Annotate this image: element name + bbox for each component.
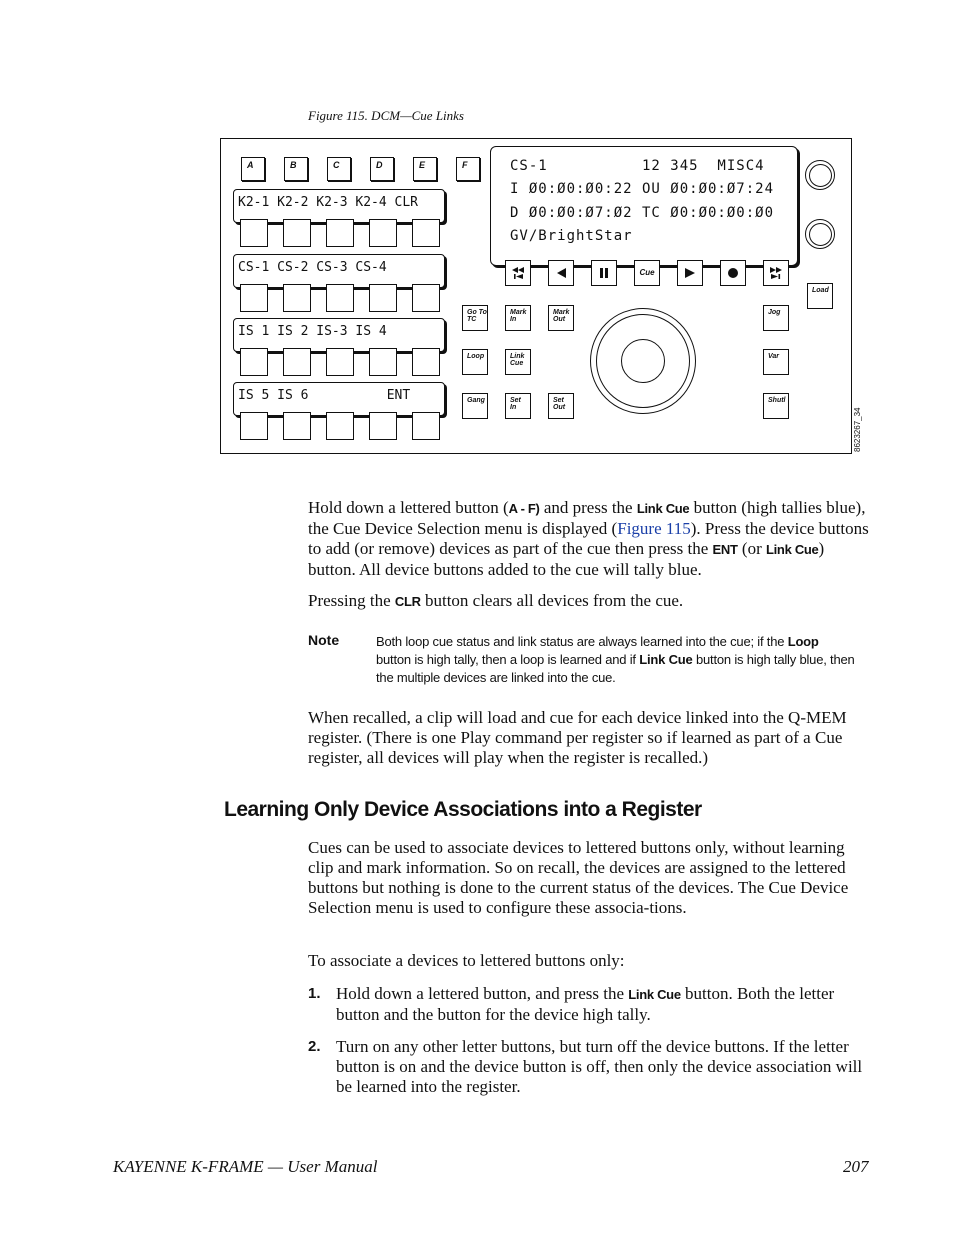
button-name: ENT (712, 542, 738, 557)
paragraph-recall: When recalled, a clip will load and cue for each device linked into the Q-MEM register. (There is one Play command per register so if learned as part of a Cue register, all devices will play when the register is recalled.) (308, 708, 847, 767)
set-in-button: Set In (505, 393, 531, 419)
figure-link[interactable]: Figure 115 (617, 519, 691, 538)
device-button (412, 412, 440, 440)
note-text (376, 633, 856, 687)
link-cue-button: Link Cue (505, 349, 531, 375)
rotary-knob-icon (805, 160, 835, 190)
rotary-knob-icon (805, 219, 835, 249)
figure-id-label: 8623267_34 (853, 407, 862, 452)
fast-forward-to-end-icon (763, 260, 789, 286)
text: and press the (539, 498, 637, 517)
button-name: Link Cue (765, 542, 819, 557)
button-name: Link Cue (636, 501, 690, 516)
button-name: Link Cue (628, 987, 681, 1002)
text: button is high tally blue, then the multiple devices are linked into the cue. (376, 652, 855, 685)
figure-caption: Figure 115. DCM—Cue Links (308, 108, 464, 123)
step-text: Turn on any other letter buttons, but turn off the device buttons. If the letter button is on and the device button is off, then only the device association will be learned into the register. (336, 1037, 863, 1096)
device-button (369, 284, 397, 312)
rewind-to-start-icon (505, 260, 531, 286)
text: Pressing the (308, 591, 395, 610)
shuttle-button: Shutl (763, 393, 789, 419)
device-button (369, 412, 397, 440)
device-button (412, 284, 440, 312)
jog-wheel-center (621, 339, 665, 383)
device-button (283, 412, 311, 440)
letter-button-c: C (327, 157, 351, 181)
mark-in-button: Mark In (505, 305, 531, 331)
letter-button-a: A (241, 157, 265, 181)
cue-button: Cue (634, 260, 660, 286)
device-button (240, 412, 268, 440)
text: Both loop cue status and link status are always learned into the cue; if the (376, 634, 788, 649)
device-button (412, 219, 440, 247)
row-label-cs: CS-1 CS-2 CS-3 CS-4 (233, 254, 445, 288)
gang-button: Gang (462, 393, 488, 419)
lcd-line-2: I Ø0:Ø0:Ø0:22 OU Ø0:Ø0:Ø7:24 (510, 181, 775, 197)
set-out-button: Set Out (548, 393, 574, 419)
step-text (336, 984, 876, 1025)
device-button (369, 348, 397, 376)
text: button. Both the letter button and the button for the device high tally. (336, 984, 835, 1024)
button-name: A - F) (508, 501, 540, 516)
text: (or (737, 539, 766, 558)
paragraph-intro-steps: To associate a devices to lettered buttons only: (308, 951, 625, 970)
pause-icon (591, 260, 617, 286)
device-button (283, 284, 311, 312)
loop-button: Loop (462, 349, 488, 375)
letter-button-e: E (413, 157, 437, 181)
mark-out-button: Mark Out (548, 305, 574, 331)
step-number: 1. (308, 985, 321, 1002)
lcd-display (490, 146, 798, 266)
device-button (326, 348, 354, 376)
lcd-line-4: GV/BrightStar (510, 228, 633, 244)
text: button clears all devices from the cue. (420, 591, 684, 610)
paragraph-associations: Cues can be used to associate devices to lettered buttons only, without learning clip and mark information. So on recall, the devices are assigned to the lettered buttons but nothing is done to the current status of the devices. The Cue Device Selection menu is used to configure these associa-tions. (308, 838, 849, 917)
letter-button-f: F (456, 157, 480, 181)
device-button (283, 348, 311, 376)
button-name: CLR (394, 594, 421, 609)
device-button (283, 219, 311, 247)
device-button (240, 219, 268, 247)
text: Hold down a lettered button, and press the (336, 984, 629, 1003)
record-icon (720, 260, 746, 286)
note-label: Note (308, 632, 340, 648)
section-heading: Learning Only Device Associations into a Register (224, 798, 702, 821)
lcd-line-3: D Ø0:Ø0:Ø7:Ø2 TC Ø0:Ø0:Ø0:Ø0 (510, 205, 775, 221)
lcd-line-1: CS-1 12 345 MISC4 (510, 158, 765, 174)
button-name: Link Cue (639, 652, 693, 667)
row-label-k2: K2-1 K2-2 K2-3 K2-4 CLR (233, 189, 445, 223)
device-button (412, 348, 440, 376)
reverse-play-icon (548, 260, 574, 286)
goto-tc-button: Go To TC (462, 305, 488, 331)
var-button: Var (763, 349, 789, 375)
text: button is high tally, then a loop is learned and if (376, 652, 640, 667)
letter-button-b: B (284, 157, 308, 181)
text: Hold down a lettered button ( (308, 498, 509, 517)
jog-button: Jog (763, 305, 789, 331)
row-label-is-1-4: IS 1 IS 2 IS-3 IS 4 (233, 318, 445, 352)
paragraph-link-cue (308, 498, 874, 580)
device-button (326, 219, 354, 247)
play-icon (677, 260, 703, 286)
device-button (369, 219, 397, 247)
page-number: 207 (843, 1157, 869, 1176)
load-button: Load (807, 283, 833, 309)
text: button (high tallies blue), the Cue Device Selection menu is displayed ( (308, 498, 866, 538)
step-number: 2. (308, 1038, 321, 1055)
button-name: Loop (787, 634, 819, 649)
letter-button-d: D (370, 157, 394, 181)
text: ) button. All device buttons added to the cue will tally blue. (308, 539, 825, 579)
text: ). Press the device buttons to add (or remove) devices as part of the cue then press the (308, 519, 869, 558)
paragraph-clr (308, 591, 874, 612)
device-button (326, 284, 354, 312)
footer-title: KAYENNE K-FRAME — User Manual (113, 1157, 378, 1176)
row-label-is-5-6: IS 5 IS 6 ENT (233, 382, 445, 416)
device-button (240, 284, 268, 312)
device-button (326, 412, 354, 440)
device-button (240, 348, 268, 376)
